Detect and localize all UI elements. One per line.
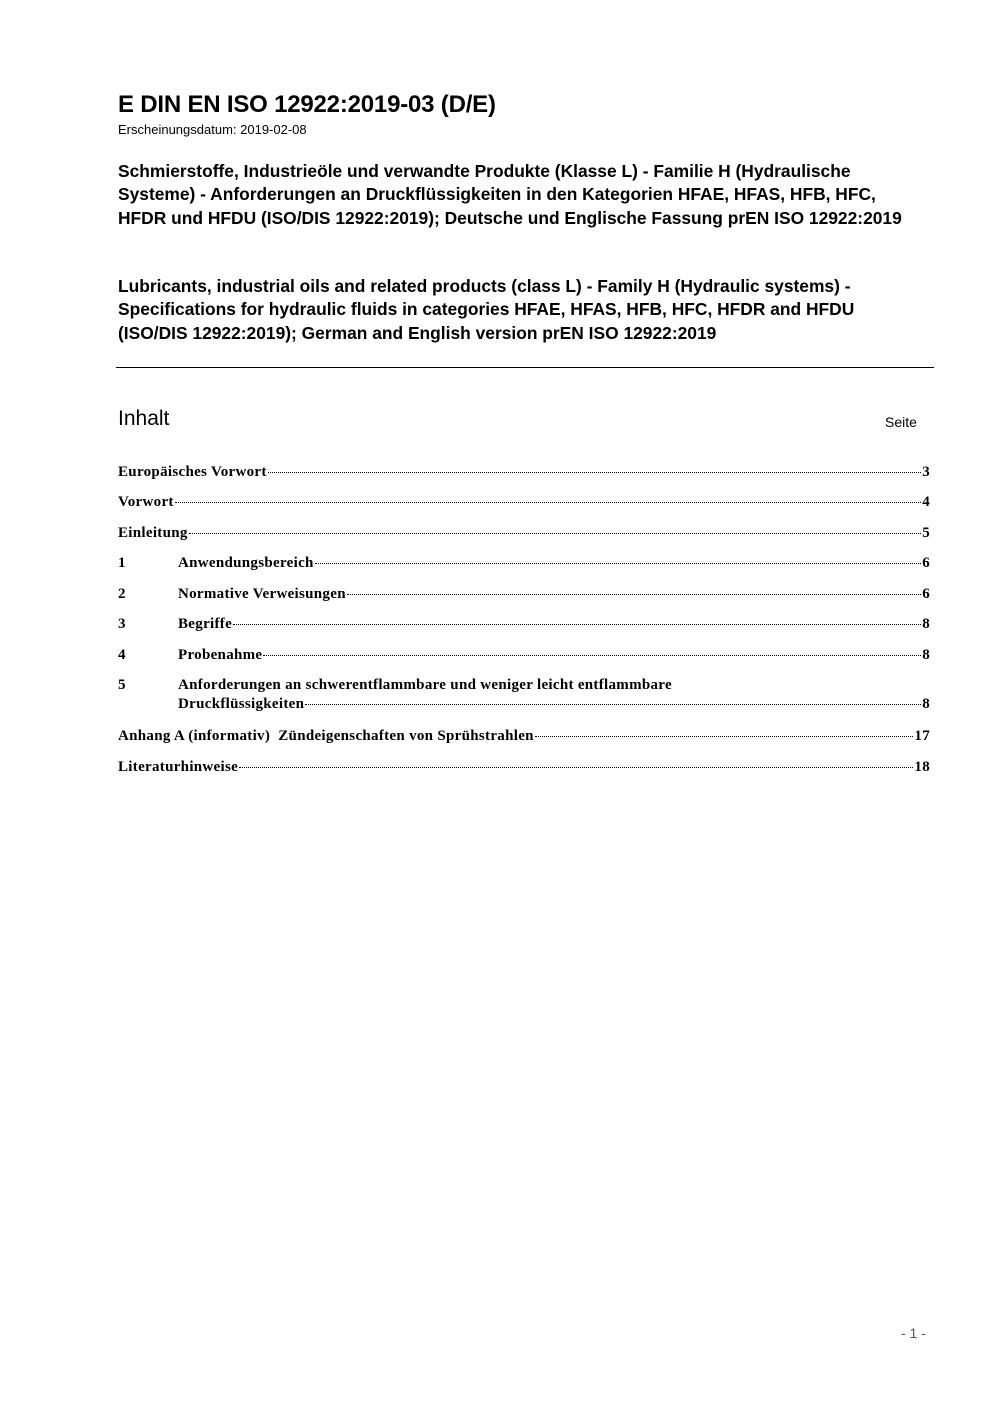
english-title: Lubricants, industrial oils and related products (class L) - Family H (Hydraulic systems) - Specifications for hydraulic fluids in categories HFAE, HFAS, HFB, HFC, HFDR and HFDU (ISO/DIS 12922:2019); German and English version prEN ISO 12922:2019: [118, 276, 855, 343]
toc-entry-page: 6: [922, 555, 930, 571]
toc-page-column-heading: Seite: [885, 414, 917, 430]
toc-entry-probenahme[interactable]: [118, 647, 930, 664]
toc-leader-dots: [315, 563, 922, 564]
publication-date: Erscheinungsdatum: 2019-02-08: [118, 122, 307, 137]
toc-entry-page: 8: [922, 647, 930, 663]
toc-entry-anwendungsbereich[interactable]: [118, 555, 930, 572]
toc-leader-dots: [268, 472, 922, 473]
toc-entry-page: 8: [922, 616, 930, 632]
toc-entry-label: Einleitung: [118, 525, 188, 541]
toc-leader-dots: [239, 767, 913, 768]
toc-entry-einleitung[interactable]: [118, 525, 930, 542]
toc-entry-number: 1: [118, 555, 126, 571]
toc-entry-number: 2: [118, 586, 126, 602]
toc-entry-page: 8: [922, 696, 930, 712]
toc-entry-label: Anhang A (informativ) Zündeigenschaften von Sprühstrahlen: [118, 728, 534, 744]
page-number: - 1 -: [901, 1325, 926, 1341]
toc-leader-dots: [305, 704, 921, 705]
toc-leader-dots: [535, 736, 914, 737]
title-divider: [116, 367, 934, 368]
toc-entry-page: 17: [914, 728, 930, 744]
toc-entry-page: 4: [922, 494, 930, 510]
toc-leader-dots: [347, 594, 921, 595]
toc-entry-anforderungen[interactable]: [118, 677, 930, 713]
toc-leader-dots: [233, 624, 921, 625]
toc-entry-label: Begriffe: [178, 616, 233, 632]
toc-leader-dots: [263, 655, 921, 656]
toc-entry-label-line1: Anforderungen an schwerentflammbare und weniger leicht entflammbare: [178, 677, 672, 693]
german-title: Schmierstoffe, Industrieöle und verwandte Produkte (Klasse L) - Familie H (Hydraulische Systeme) - Anforderungen an Druckflüssigkeiten in den Kategorien HFAE, HFAS, HFB, HFC, HFDR und HFDU (ISO/DIS 12922:2019); Deutsche und Englische Fassung prEN ISO 12922:2019: [118, 161, 902, 228]
toc-entry-label: Probenahme: [178, 647, 263, 663]
document-title: E DIN EN ISO 12922:2019-03 (D/E): [118, 91, 496, 118]
toc-entry-vorwort[interactable]: [118, 494, 930, 511]
toc-entry-label: Normative Verweisungen: [178, 586, 346, 602]
toc-entry-label: Anwendungsbereich: [178, 555, 314, 571]
toc-entry-europaeisches-vorwort[interactable]: [118, 464, 930, 481]
toc-entry-begriffe[interactable]: [118, 616, 930, 633]
toc-entry-label: Literaturhinweise: [118, 759, 239, 775]
toc-entry-literaturhinweise[interactable]: [118, 759, 930, 776]
toc-entry-number: 5: [118, 677, 126, 693]
toc-entry-anhang-a[interactable]: [118, 728, 930, 745]
toc-entry-number: 4: [118, 647, 126, 663]
toc-entry-page: 5: [922, 525, 930, 541]
toc-leader-dots: [189, 533, 922, 534]
toc-entry-label: Druckflüssigkeiten: [178, 696, 305, 712]
toc-entry-page: 18: [914, 759, 930, 775]
toc-entry-page: 6: [922, 586, 930, 602]
toc-entry-normative-verweisungen[interactable]: [118, 586, 930, 603]
toc-heading: Inhalt: [118, 407, 170, 430]
toc-entry-page: 3: [922, 464, 930, 480]
toc-entry-label: Vorwort: [118, 494, 174, 510]
toc-leader-dots: [175, 502, 921, 503]
toc-entry-number: 3: [118, 616, 126, 632]
toc-entry-label: Europäisches Vorwort: [118, 464, 267, 480]
